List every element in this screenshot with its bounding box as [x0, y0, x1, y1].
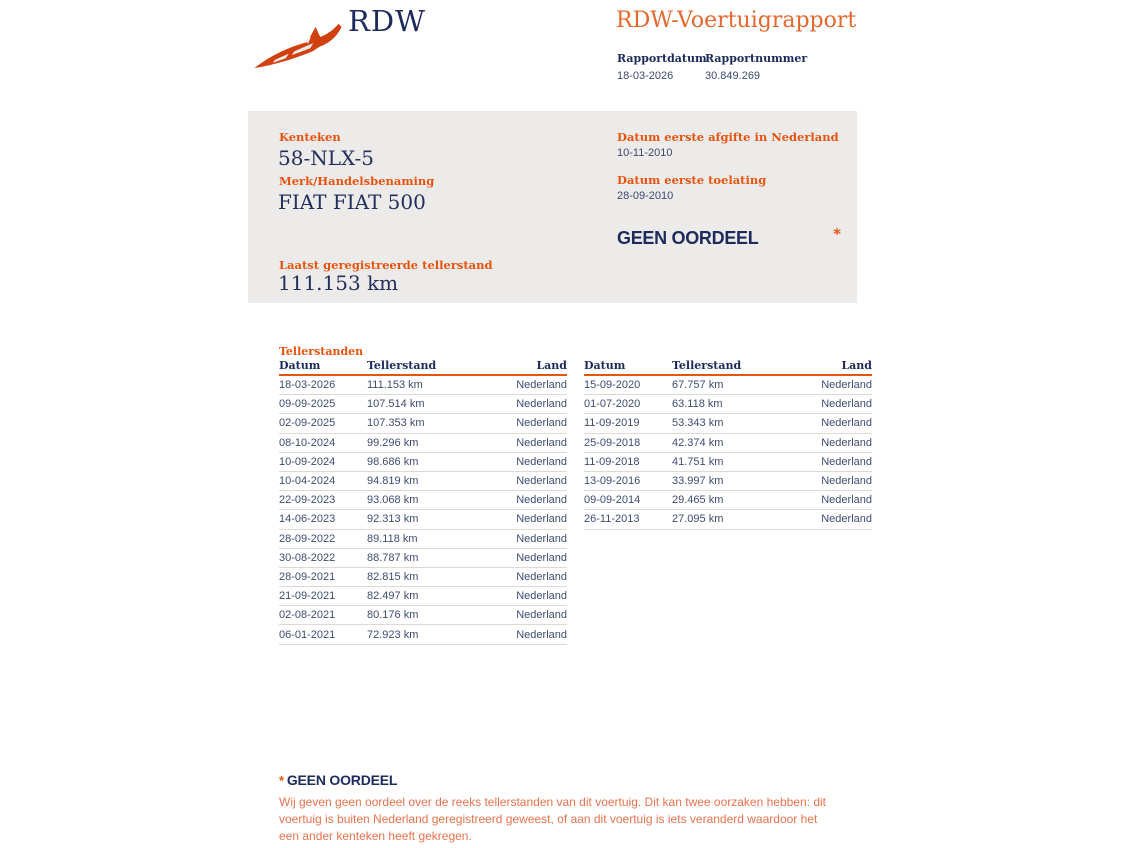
cell-datum: 25-09-2018 — [584, 436, 641, 449]
cell-tellerstand: 63.118 km — [672, 398, 723, 411]
cell-tellerstand: 53.343 km — [672, 417, 724, 430]
cell-datum: 06-01-2021 — [279, 628, 336, 641]
page-title: RDW-Voertuigrapport — [616, 8, 857, 33]
table-row — [279, 568, 567, 587]
cell-tellerstand: 92.313 km — [367, 513, 419, 526]
footnote-heading — [279, 772, 835, 788]
column-header-datum: Datum — [584, 359, 626, 372]
cell-land: Nederland — [821, 398, 872, 411]
kenteken-value: 58-NLX-5 — [278, 146, 374, 170]
cell-tellerstand: 80.176 km — [367, 609, 419, 622]
table-row — [279, 395, 567, 414]
cell-tellerstand: 82.815 km — [367, 570, 419, 583]
table-row — [279, 414, 567, 433]
cell-tellerstand: 41.751 km — [672, 455, 724, 468]
footnote — [279, 772, 835, 845]
report-date-block — [617, 52, 705, 82]
table-row — [279, 434, 567, 453]
vehicle-summary-box — [248, 111, 857, 303]
footnote-text: Wij geven geen oordeel over de reeks tellerstanden van dit voertuig. Dit kan twee oorzaken hebben: dit voertuig is buiten Nederland geregistreerd geweest, of aan dit voertuig is iets veranderd waardoor het een ander kenteken heeft gekregen. — [279, 795, 826, 843]
table-body — [279, 376, 567, 645]
tellerstanden-table-left — [279, 360, 567, 645]
table-row — [584, 453, 872, 472]
cell-datum: 10-09-2024 — [279, 455, 336, 468]
cell-land: Nederland — [516, 609, 567, 622]
tellerstanden-tables — [279, 360, 872, 645]
laatste-tellerstand-label: Laatst geregistreerde tellerstand — [279, 258, 493, 272]
table-header-row — [279, 360, 567, 376]
column-header-tellerstand: Tellerstand — [672, 359, 742, 372]
footnote-asterisk: * — [279, 773, 284, 788]
cell-datum: 08-10-2024 — [279, 436, 336, 449]
cell-tellerstand: 82.497 km — [367, 590, 419, 603]
cell-datum: 21-09-2021 — [279, 590, 336, 603]
table-row — [584, 510, 872, 529]
report-number-block — [705, 52, 807, 82]
cell-tellerstand: 72.923 km — [367, 628, 419, 641]
table-row — [279, 530, 567, 549]
table-row — [584, 376, 872, 395]
cell-tellerstand: 89.118 km — [367, 532, 418, 545]
cell-datum: 01-07-2020 — [584, 398, 641, 411]
cell-land: Nederland — [516, 570, 567, 583]
table-row — [279, 549, 567, 568]
cell-tellerstand: 29.465 km — [672, 494, 724, 507]
laatste-tellerstand-value: 111.153 km — [278, 271, 399, 295]
cell-tellerstand: 94.819 km — [367, 475, 419, 488]
cell-datum: 11-09-2018 — [584, 455, 640, 468]
table-row — [279, 376, 567, 395]
cell-land: Nederland — [516, 417, 567, 430]
cell-land: Nederland — [821, 436, 872, 449]
toelating-value: 28-09-2010 — [617, 190, 674, 202]
cell-tellerstand: 98.686 km — [367, 455, 419, 468]
cell-tellerstand: 33.997 km — [672, 475, 724, 488]
cell-datum: 28-09-2021 — [279, 570, 336, 583]
table-row — [279, 491, 567, 510]
cell-land: Nederland — [821, 455, 872, 468]
cell-land: Nederland — [821, 494, 872, 507]
cell-land: Nederland — [516, 436, 567, 449]
table-row — [584, 414, 872, 433]
cell-tellerstand: 107.514 km — [367, 398, 425, 411]
column-header-land: Land — [536, 359, 567, 372]
cell-land: Nederland — [516, 475, 567, 488]
cell-datum: 02-08-2021 — [279, 609, 336, 622]
cell-datum: 13-09-2016 — [584, 475, 641, 488]
verdict-text: GEEN OORDEEL — [617, 228, 759, 248]
cell-land: Nederland — [516, 379, 567, 392]
table-row — [584, 472, 872, 491]
afgifte-label: Datum eerste afgifte in Nederland — [617, 130, 839, 144]
table-row — [279, 472, 567, 491]
cell-tellerstand: 99.296 km — [367, 436, 419, 449]
column-header-datum: Datum — [279, 359, 321, 372]
table-row — [584, 434, 872, 453]
cell-land: Nederland — [821, 475, 872, 488]
column-header-tellerstand: Tellerstand — [367, 359, 437, 372]
table-row — [584, 491, 872, 510]
table-header-row — [584, 360, 872, 376]
column-header-land: Land — [841, 359, 872, 372]
cell-land: Nederland — [516, 628, 567, 641]
cell-datum: 28-09-2022 — [279, 532, 336, 545]
kenteken-label: Kenteken — [279, 130, 341, 144]
cell-datum: 22-09-2023 — [279, 494, 336, 507]
verdict-asterisk: * — [833, 225, 841, 243]
cell-datum: 09-09-2014 — [584, 494, 641, 507]
footnote-title: GEEN OORDEEL — [286, 772, 398, 788]
report-number-value: 30.849.269 — [705, 70, 761, 82]
table-row — [279, 587, 567, 606]
cell-land: Nederland — [516, 455, 567, 468]
table-row — [279, 510, 567, 529]
report-number-label: Rapportnummer — [705, 52, 808, 65]
cell-tellerstand: 111.153 km — [367, 379, 423, 392]
report-meta — [617, 52, 807, 82]
cell-land: Nederland — [821, 379, 872, 392]
cell-land: Nederland — [516, 551, 567, 564]
table-body — [584, 376, 872, 530]
cell-tellerstand: 88.787 km — [367, 551, 419, 564]
cell-land: Nederland — [821, 417, 872, 430]
table-row — [279, 625, 567, 644]
cell-datum: 26-11-2013 — [584, 513, 640, 526]
merk-label: Merk/Handelsbenaming — [279, 174, 435, 188]
report-date-value: 18-03-2026 — [617, 70, 674, 82]
cell-land: Nederland — [821, 513, 872, 526]
report-date-label: Rapportdatum — [617, 52, 707, 65]
tellerstanden-table-right — [584, 360, 872, 645]
cell-datum: 14-06-2023 — [279, 513, 336, 526]
toelating-label: Datum eerste toelating — [617, 173, 767, 187]
table-row — [279, 606, 567, 625]
cell-land: Nederland — [516, 398, 567, 411]
cell-tellerstand: 107.353 km — [367, 417, 425, 430]
rdw-wordmark: RDW — [348, 4, 426, 38]
tellerstanden-section-title: Tellerstanden — [279, 345, 364, 358]
cell-land: Nederland — [516, 494, 567, 507]
cell-tellerstand: 42.374 km — [672, 436, 724, 449]
table-row — [584, 395, 872, 414]
cell-datum: 09-09-2025 — [279, 398, 336, 411]
merk-value: FIAT FIAT 500 — [278, 190, 426, 214]
rdw-wing-logo-icon — [252, 20, 344, 72]
cell-tellerstand: 27.095 km — [672, 513, 724, 526]
cell-tellerstand: 93.068 km — [367, 494, 419, 507]
cell-datum: 15-09-2020 — [584, 379, 641, 392]
cell-datum: 30-08-2022 — [279, 551, 336, 564]
cell-land: Nederland — [516, 513, 567, 526]
cell-datum: 11-09-2019 — [584, 417, 640, 430]
cell-land: Nederland — [516, 532, 567, 545]
cell-land: Nederland — [516, 590, 567, 603]
cell-datum: 10-04-2024 — [279, 475, 336, 488]
cell-tellerstand: 67.757 km — [672, 379, 724, 392]
table-row — [279, 453, 567, 472]
cell-datum: 02-09-2025 — [279, 417, 336, 430]
cell-datum: 18-03-2026 — [279, 379, 336, 392]
afgifte-value: 10-11-2010 — [617, 147, 673, 159]
